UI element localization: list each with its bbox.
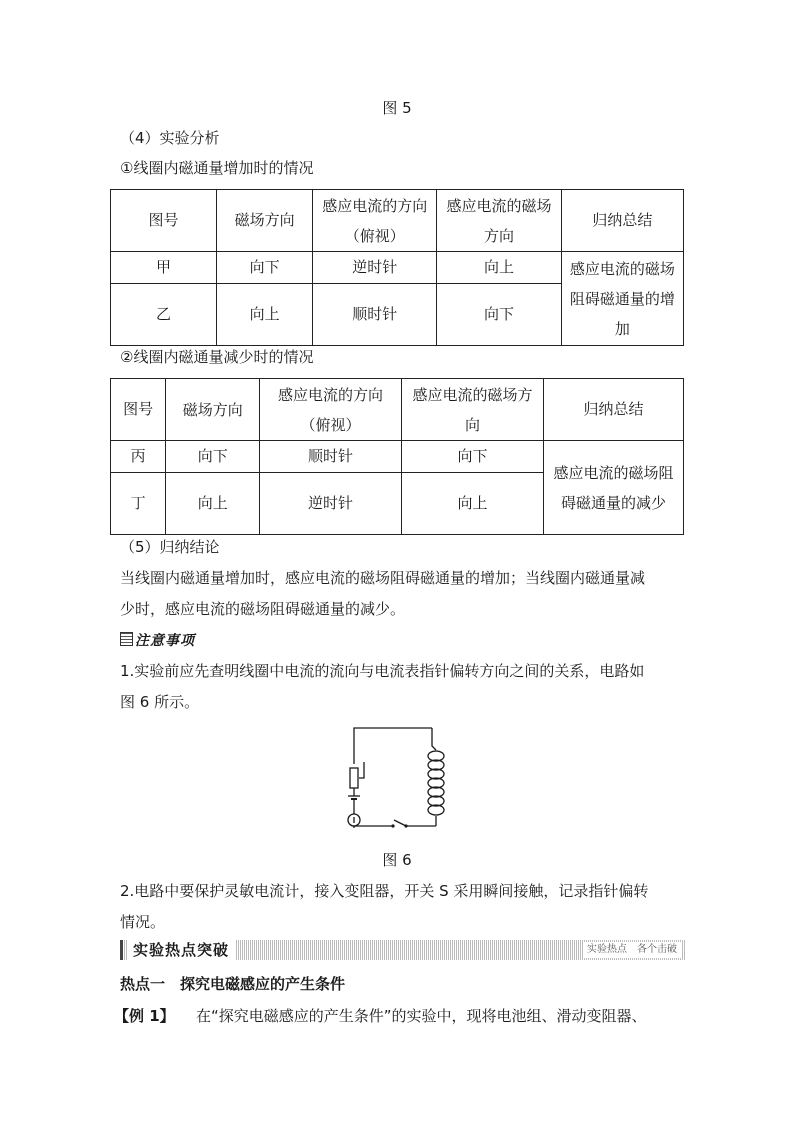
cell-current-direction: 顺时针 bbox=[313, 284, 437, 346]
cell-induced-field-direction: 向上 bbox=[437, 252, 561, 284]
table2-heading: ②线圈内磁通量减少时的情况 bbox=[120, 348, 314, 366]
notes-icon bbox=[120, 632, 133, 646]
header-figure-no: 图号 bbox=[111, 379, 166, 441]
example-label: 【例 1】 bbox=[114, 1007, 175, 1025]
cell-current-direction: 逆时针 bbox=[313, 252, 437, 284]
section-4-title: （4）实验分析 bbox=[120, 129, 220, 147]
header-current-direction: 感应电流的方向（俯视） bbox=[260, 379, 402, 441]
cell-figure-no: 丁 bbox=[111, 473, 166, 535]
cell-figure-no: 甲 bbox=[111, 252, 217, 284]
example-text: 在“探究电磁感应的产生条件”的实验中，现将电池组、滑动变阻器、 bbox=[196, 1007, 647, 1025]
note-2-line-2: 情况。 bbox=[120, 913, 166, 931]
coil-lead-top bbox=[432, 728, 436, 750]
hotspot-title: 热点一 探究电磁感应的产生条件 bbox=[120, 975, 346, 993]
header-summary: 归纳总结 bbox=[543, 379, 683, 441]
cell-induced-field-direction: 向上 bbox=[402, 473, 544, 535]
header-current-direction: 感应电流的方向（俯视） bbox=[313, 190, 437, 252]
cell-figure-no: 丙 bbox=[111, 441, 166, 473]
table1-heading: ①线圈内磁通量增加时的情况 bbox=[120, 159, 314, 177]
conclusion-line-1: 当线圈内磁通量增加时，感应电流的磁场阻碍磁通量的增加；当线圈内磁通量减 bbox=[120, 569, 646, 587]
table-row bbox=[111, 441, 684, 473]
switch-icon bbox=[394, 820, 406, 826]
banner-subtitle: 实验热点 各个击破 bbox=[583, 942, 681, 958]
table-flux-increase bbox=[110, 189, 684, 346]
table-flux-decrease bbox=[110, 378, 684, 535]
header-summary: 归纳总结 bbox=[561, 190, 683, 252]
table-row bbox=[111, 252, 684, 284]
cell-summary: 感应电流的磁场阻碍磁通量的增加 bbox=[561, 252, 683, 346]
note-1-line-2: 图 6 所示。 bbox=[120, 693, 200, 711]
section-5-title: （5）归纳结论 bbox=[120, 538, 220, 556]
circuit-diagram bbox=[342, 722, 452, 838]
header-field-direction: 磁场方向 bbox=[166, 379, 260, 441]
cell-field-direction: 向下 bbox=[166, 441, 260, 473]
note-2-line-1: 2.电路中要保护灵敏电流计，接入变阻器，开关 S 采用瞬间接触，记录指针偏转 bbox=[120, 882, 649, 900]
cell-current-direction: 顺时针 bbox=[260, 441, 402, 473]
figure-5-caption: 图 5 bbox=[382, 99, 412, 117]
rheostat-icon bbox=[350, 768, 358, 788]
note-1-line-1: 1.实验前应先查明线圈中电流的流向与电流表指针偏转方向之间的关系，电路如 bbox=[120, 662, 645, 680]
circuit-wire bbox=[354, 728, 432, 764]
section-banner bbox=[120, 940, 685, 960]
header-induced-field-direction: 感应电流的磁场方向 bbox=[402, 379, 544, 441]
coil-icon bbox=[428, 751, 444, 815]
conclusion-line-2: 少时，感应电流的磁场阻碍磁通量的减少。 bbox=[120, 600, 406, 618]
circuit-wire-bottom-left bbox=[354, 826, 392, 828]
rheostat-slider bbox=[359, 762, 364, 778]
cell-field-direction: 向上 bbox=[166, 473, 260, 535]
table-header-row bbox=[111, 190, 684, 252]
cell-field-direction: 向上 bbox=[217, 284, 313, 346]
header-figure-no: 图号 bbox=[111, 190, 217, 252]
header-induced-field-direction: 感应电流的磁场方向 bbox=[437, 190, 561, 252]
notes-heading: 注意事项 bbox=[120, 630, 195, 650]
table-header-row bbox=[111, 379, 684, 441]
cell-field-direction: 向下 bbox=[217, 252, 313, 284]
figure-6-caption: 图 6 bbox=[382, 851, 412, 869]
cell-current-direction: 逆时针 bbox=[260, 473, 402, 535]
cell-induced-field-direction: 向下 bbox=[402, 441, 544, 473]
cell-induced-field-direction: 向下 bbox=[437, 284, 561, 346]
banner-title: 实验热点突破 bbox=[127, 940, 235, 960]
cell-figure-no: 乙 bbox=[111, 284, 217, 346]
header-field-direction: 磁场方向 bbox=[217, 190, 313, 252]
cell-summary: 感应电流的磁场阻碍磁通量的减少 bbox=[543, 441, 683, 535]
